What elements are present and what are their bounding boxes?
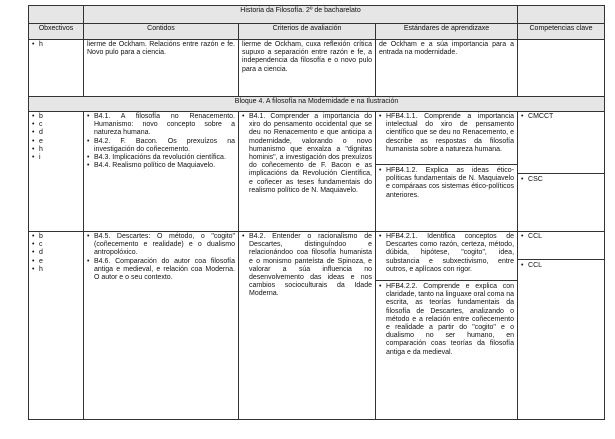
competencia-item: • CMCCT — [521, 113, 601, 121]
objective-item: • c — [32, 241, 80, 249]
estandar-item: • HFB4.1.1. Comprende a importancia intelectual do xiro de pensamento científico que se deu no Renacemento, e describe as respostas da filosofía humanista sobre a natureza humana. — [379, 113, 514, 154]
contido-item: • B4.5. Descartes: O método, o "cogito" (coñecemento e realidade) e o dualismo antropolóxico. — [87, 233, 235, 258]
objective-item: • b — [32, 113, 80, 121]
competencia-item: • CSC — [521, 176, 601, 184]
header-estandares: Estándares de aprendizaxe — [376, 24, 518, 40]
table-row — [29, 232, 605, 420]
blank-corner — [29, 6, 84, 24]
criterio-item: • B4.2. Entender o racionalismo de Descartes, distinguíndoo e relacionándoo coa filosofía humanista e o monismo panteísta de Spinoza, e valorar a súa influencia no desenvolvemento das ideas e nos cambios socioculturais da Idade Moderna. — [242, 233, 372, 299]
objective-item: • b — [32, 233, 80, 241]
objective-item: • e — [32, 258, 80, 266]
objective-item: • e — [32, 138, 80, 146]
table-title: Historia da Filosofía. 2º de bacharelato — [84, 6, 518, 24]
objective-item: • h — [32, 266, 80, 274]
contido-item: • B4.3. Implicacións da revolución científica. — [87, 154, 235, 162]
objective-item: • h — [32, 41, 80, 49]
objective-item: • i — [32, 154, 80, 162]
header-obxectivos: Obxectivos — [29, 24, 84, 40]
table-row — [29, 40, 605, 97]
header-competencias: Competencias clave — [518, 24, 605, 40]
table-row — [29, 112, 605, 232]
contidos-cell: lierme de Ockham. Relacións entre razón e fe. Novo pulo para a ciencia. — [84, 40, 239, 97]
objective-item: • d — [32, 129, 80, 137]
criterios-cell: lierme de Ockham, cuxa reflexión crítica supuxo a separación entre razón e fe, a independencia da filosofía e o novo pulo para a ciencia. — [239, 40, 376, 97]
estandar-item: • HFB4.2.2. Comprende e explica con claridade, tanto na linguaxe oral coma na escrita, as teorías fundamentais da filosofía de Descartes, analizando o método e a relación entre coñecemento e realidade a partir do "cogito" e o dualismo no ser humano, en comparación coas teorías da filosofía antiga e da medieval. — [379, 283, 514, 357]
competencia-item: • CCL — [521, 233, 601, 241]
criterio-item: • B4.1. Comprender a importancia do xiro do pensamento occidental que se deu no Renacemento e que anticipa a modernidade, valorando o novo humanismo que enxalza a "dignitas hominis", a investigación dos prexuízos do coñecemento de F. Bacon e as implicacións da Revolución Científica, e coñecer as teses fundamentais do realismo político de N. Maquiavelo. — [242, 113, 372, 195]
curriculum-table — [28, 5, 605, 420]
contido-item: • B4.6. Comparación do autor coa filosofía antiga e medieval, e relación coa Moderna. O autor e o seu contexto. — [87, 258, 235, 283]
contido-item: • B4.4. Realismo político de Maquiavelo. — [87, 162, 235, 170]
competencia-item: • CCL — [521, 262, 601, 270]
blank-corner-right — [518, 6, 605, 24]
block-heading: Bloque 4. A filosofía na Modernidade e na Ilustración — [29, 97, 605, 112]
objective-item: • c — [32, 121, 80, 129]
header-contidos: Contidos — [84, 24, 239, 40]
contido-item: • B4.1. A filosofía no Renacemento. Humanismo: novo concepto sobre a natureza humana. — [87, 113, 235, 138]
estandar-item: • HFB4.1.2. Explica as ideas ético-políticas fundamentais de N. Maquiavelo e compáraas cos sistemas ético-políticos anteriores. — [379, 167, 514, 200]
objective-item: • d — [32, 249, 80, 257]
estandar-item: • HFB4.2.1. Identifica conceptos de Descartes como razón, certeza, método, dúbida, hipótese, "cogito", idea, substancia e subxectivismo, entre outros, e aplícaos con rigor. — [379, 233, 514, 274]
objective-item: • h — [32, 146, 80, 154]
contido-item: • B4.2. F. Bacon. Os prexuízos na investigación do coñecemento. — [87, 138, 235, 154]
estandares-cell: de Ockham e a súa importancia para a entrada na modernidade. — [376, 40, 518, 97]
header-criterios: Criterios de avaliación — [239, 24, 376, 40]
